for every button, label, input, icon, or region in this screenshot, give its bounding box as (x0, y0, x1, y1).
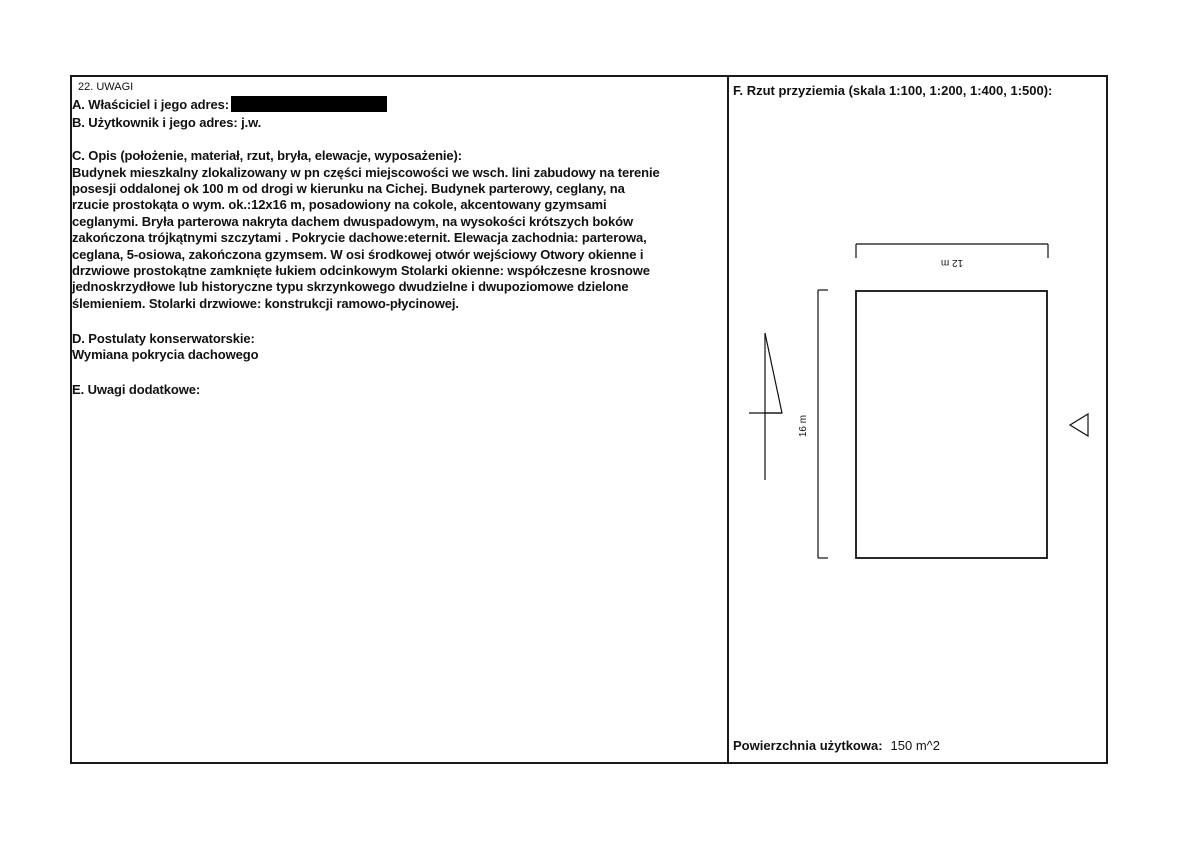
description-line: posesji oddalonej ok 100 m od drogi w kierunku na Cichej. Budynek parterowy, ceglany, na (72, 181, 625, 196)
entrance-marker-icon (1070, 414, 1088, 436)
usable-area-label: Powierzchnia użytkowa: (733, 738, 883, 753)
description-line: rzucie prostokąta o wym. ok.:12x16 m, posadowiony na cokole, akcentowany gzymsami (72, 197, 607, 212)
ground-plan-title: F. Rzut przyziemia (skala 1:100, 1:200, 1:400, 1:500): (733, 83, 1053, 98)
description-line: jednoskrzydłowe lub historyczne typu skrzynkowego dwudzielne i dwupoziomowe dzielone (72, 279, 629, 294)
description-line: ślemieniem. Stolarki drzwiowe: konstrukcji ramowo-płycinowej. (72, 296, 459, 311)
owner-label: A. Właściciel i jego adres: (72, 97, 229, 112)
usable-area-value: 150 m^2 (890, 738, 941, 753)
description-heading: C. Opis (położenie, materiał, rzut, bryła, elewacje, wyposażenie): (72, 148, 463, 163)
height-label: 16 m (798, 414, 809, 438)
section-number-label: 22. UWAGI (78, 81, 134, 93)
conservation-text: Wymiana pokrycia dachowego (72, 347, 259, 362)
conservation-heading: D. Postulaty konserwatorskie: (72, 331, 255, 346)
building-outline (856, 291, 1047, 558)
description-line: zakończona trójkątnymi szczytami . Pokrycie dachowe:eternit. Elewacja zachodnia: parterowa, (72, 230, 647, 245)
description-line: ceglanymi. Bryła parterowa nakryta dachem dwuspadowym, na wysokości krótszych boków (72, 214, 634, 229)
height-dimension (818, 290, 828, 558)
north-arrow-icon (749, 333, 782, 480)
description-line: Budynek mieszkalny zlokalizowany w pn części miejscowości we wsch. lini zabudowy na terenie (72, 165, 660, 180)
width-dimension (856, 244, 1048, 258)
width-label: 12 m (940, 257, 964, 268)
user-row: B. Użytkownik i jego adres: j.w. (72, 115, 262, 130)
description-line: drzwiowe prostokątne zamknięte łukiem odcinkowym Stolarki okienne: współczesne krosnowe (72, 263, 650, 278)
additional-remarks-heading: E. Uwagi dodatkowe: (72, 382, 201, 397)
description-line: ceglana, 5-osiowa, zakończona gzymsem. W osi środkowej otwór wejściowy Otwory okienne i (72, 247, 644, 262)
usable-area-row (733, 738, 940, 753)
